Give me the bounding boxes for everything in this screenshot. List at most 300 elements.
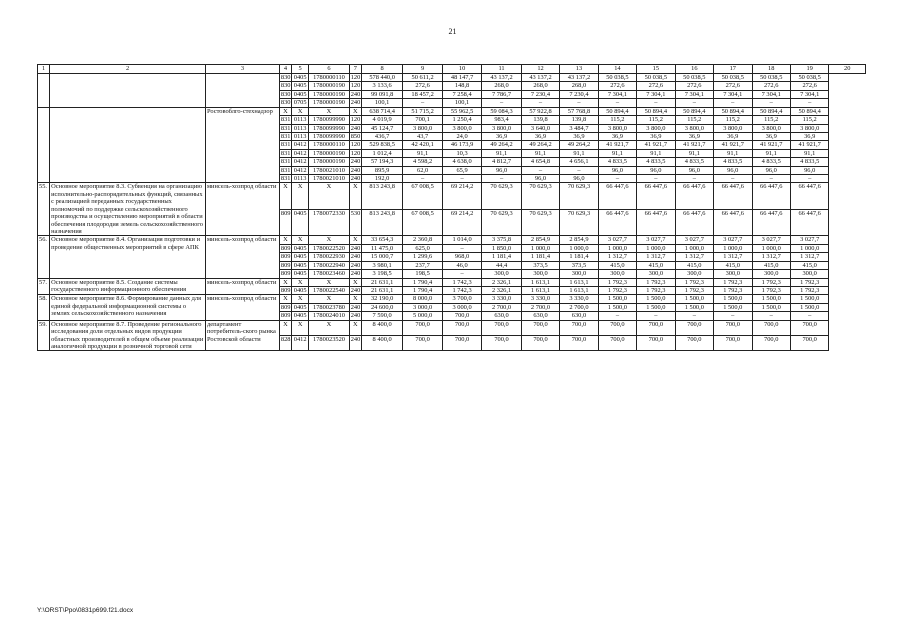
budget-code-cell: 1780000190	[309, 82, 349, 90]
amount-cell: 66 447,6	[675, 183, 713, 209]
amount-cell: 1 500,0	[752, 295, 790, 303]
amount-cell: 4 833,5	[598, 158, 636, 166]
amount-cell: 50 038,5	[714, 74, 752, 82]
amount-cell: 1 613,1	[560, 286, 598, 294]
row-number-cell: 56.	[38, 236, 50, 278]
budget-code-cell: 0405	[292, 244, 309, 252]
amount-cell: 3 640,0	[521, 124, 559, 132]
budget-code-cell: X	[309, 320, 349, 335]
budget-code-cell: X	[292, 236, 309, 244]
amount-cell: 1 613,1	[521, 278, 559, 286]
table-row	[38, 74, 866, 82]
amount-cell: 5 000,0	[403, 312, 442, 320]
amount-cell: 529 838,5	[361, 141, 403, 149]
budget-code-cell: 0405	[292, 312, 309, 320]
budget-code-cell: X	[279, 295, 291, 303]
amount-cell: 3 027,7	[675, 236, 713, 244]
amount-cell: 91,1	[714, 149, 752, 157]
amount-cell: 100,1	[361, 99, 403, 107]
amount-cell: 15 000,7	[361, 253, 403, 261]
amount-cell: 1 250,4	[442, 116, 481, 124]
activity-name-cell: Основное мероприятие 8.7. Проведение регионального исследования доли отдельных видов продукции областных производителей в общем объеме реализации аналогичной продукции в розничной торговой сети	[50, 320, 206, 351]
budget-code-cell: 828	[279, 336, 291, 351]
amount-cell: 373,5	[560, 261, 598, 269]
budget-code-cell: 1780000110	[309, 141, 349, 149]
amount-cell: 66 447,6	[598, 209, 636, 235]
column-header-cell: 20	[829, 65, 866, 74]
activity-name-cell: Основное мероприятие 8.5. Создание системы государственного информационного обеспечения	[50, 278, 206, 295]
amount-cell: 3 800,0	[482, 124, 521, 132]
amount-cell: 44,4	[482, 261, 521, 269]
amount-cell: 48 147,7	[442, 74, 481, 82]
amount-cell: 3 000,0	[403, 303, 442, 311]
column-header-cell: 11	[482, 65, 521, 74]
amount-cell: 50 894,4	[714, 107, 752, 115]
amount-cell: 36,9	[598, 132, 636, 140]
amount-cell: 50 894,4	[637, 107, 675, 115]
budget-code-cell: 831	[280, 132, 291, 140]
amount-cell: 1 500,0	[752, 303, 790, 311]
amount-cell: 4 833,5	[714, 158, 752, 166]
amount-cell: 49 264,2	[482, 141, 521, 149]
budget-code-cell: 0405	[292, 261, 309, 269]
amount-cell: 96,0	[637, 166, 675, 174]
amount-cell: 4 833,5	[637, 158, 675, 166]
column-header-cell: 2	[50, 65, 206, 74]
amount-cell: 1 500,0	[637, 295, 675, 303]
amount-cell: 1 000,0	[714, 244, 752, 252]
amount-cell: 192,0	[361, 175, 403, 183]
amount-cell: 1 500,0	[598, 303, 636, 311]
amount-cell: 3 027,7	[752, 236, 790, 244]
amount-cell: 1 000,0	[675, 244, 713, 252]
amount-cell: 1 792,3	[790, 286, 828, 294]
column-header-cell: 13	[560, 65, 598, 74]
amount-cell: 18 457,2	[403, 90, 442, 98]
amount-cell: –	[521, 99, 559, 107]
budget-code-cell: 831	[280, 149, 291, 157]
amount-cell: 3 980,1	[361, 261, 403, 269]
amount-cell: 4 833,5	[675, 158, 713, 166]
amount-cell: 625,0	[403, 244, 442, 252]
amount-cell: 700,0	[442, 336, 481, 351]
budget-code-cell: 809	[280, 244, 291, 252]
row-number-cell: 57.	[38, 278, 50, 295]
budget-code-cell: 240	[350, 175, 361, 183]
amount-cell: 1 000,0	[521, 244, 559, 252]
amount-cell: 7 230,4	[521, 90, 559, 98]
amount-cell: 415,0	[752, 261, 790, 269]
budget-code-cell: 0705	[292, 99, 309, 107]
amount-cell: 50 038,5	[790, 74, 828, 82]
amount-cell: 1 850,0	[482, 244, 521, 252]
amount-cell: 2 326,1	[482, 286, 521, 294]
amount-cell: 139,8	[560, 116, 598, 124]
amount-cell: 1 790,4	[403, 286, 442, 294]
budget-code-cell: 0405	[292, 82, 309, 90]
amount-cell: 1 792,3	[752, 278, 790, 286]
amount-cell: 300,0	[752, 270, 790, 278]
budget-code-cell: 1780021010	[309, 166, 349, 174]
column-header-cell: 1	[38, 65, 50, 74]
amount-cell: 895,9	[361, 166, 403, 174]
activity-name-cell: Основное мероприятие 8.4. Организация подготовки и проведение общественных мероприятий в сфере АПК	[50, 236, 206, 278]
budget-code-cell: 240	[350, 261, 361, 269]
budget-code-cell: X	[349, 278, 361, 286]
amount-cell: 700,0	[790, 336, 828, 351]
amount-cell: 700,0	[675, 320, 713, 335]
budget-table-container	[37, 64, 866, 351]
amount-cell: 1 792,3	[637, 286, 675, 294]
budget-code-cell: 1780099990	[309, 116, 349, 124]
amount-cell: 272,6	[598, 82, 636, 90]
amount-cell: 630,0	[521, 312, 559, 320]
budget-code-cell: X	[309, 107, 349, 115]
amount-cell: 272,6	[403, 82, 442, 90]
amount-cell: 1 792,3	[675, 286, 713, 294]
amount-cell: 300,0	[560, 270, 598, 278]
amount-cell: 700,0	[675, 336, 713, 351]
column-header-cell: 15	[637, 65, 675, 74]
amount-cell: 91,1	[403, 149, 442, 157]
column-header-cell: 9	[403, 65, 442, 74]
amount-cell: 700,0	[521, 320, 559, 335]
budget-code-cell: 0412	[292, 166, 309, 174]
budget-code-cell: X	[309, 278, 349, 286]
amount-cell: 700,0	[752, 336, 790, 351]
budget-code-cell: 831	[280, 116, 291, 124]
budget-code-cell: 830	[280, 82, 291, 90]
budget-code-cell: 0113	[292, 124, 309, 132]
amount-cell: 66 447,6	[714, 209, 752, 235]
budget-code-cell: 0113	[292, 132, 309, 140]
amount-cell: 1 500,0	[675, 303, 713, 311]
column-header-cell: 10	[442, 65, 481, 74]
amount-cell: 70 629,3	[521, 183, 559, 209]
budget-code-cell: 0405	[292, 286, 309, 294]
amount-cell: 36,9	[560, 132, 598, 140]
amount-cell: 1 000,0	[752, 244, 790, 252]
amount-cell: 1 181,4	[560, 253, 598, 261]
amount-cell: 373,5	[521, 261, 559, 269]
amount-cell: –	[752, 312, 790, 320]
amount-cell: 7 258,4	[442, 90, 481, 98]
amount-cell: 50 038,5	[637, 74, 675, 82]
budget-code-cell: 831	[280, 175, 291, 183]
executor-cell: минсель-хозпрод области	[206, 295, 280, 320]
amount-cell: 3 800,0	[637, 124, 675, 132]
amount-cell: 436,7	[361, 132, 403, 140]
amount-cell: 700,0	[752, 320, 790, 335]
amount-cell: 2 326,1	[482, 278, 521, 286]
amount-cell: 3 484,7	[560, 124, 598, 132]
column-header-cell: 18	[752, 65, 790, 74]
budget-table	[37, 64, 866, 351]
budget-code-cell: 850	[350, 132, 361, 140]
amount-cell: 700,0	[442, 320, 481, 335]
budget-code-cell: X	[309, 236, 349, 244]
column-header-cell: 12	[521, 65, 559, 74]
amount-cell: 139,8	[521, 116, 559, 124]
amount-cell: –	[752, 99, 790, 107]
column-header-cell: 14	[598, 65, 636, 74]
amount-cell: 4 812,7	[482, 158, 521, 166]
amount-cell: 57 768,8	[560, 107, 598, 115]
amount-cell: 49 264,2	[560, 141, 598, 149]
amount-cell: 700,0	[598, 320, 636, 335]
budget-code-cell: 1780000190	[309, 99, 349, 107]
amount-cell: 7 304,1	[752, 90, 790, 98]
row-number-cell	[38, 107, 50, 183]
budget-code-cell: 240	[350, 158, 361, 166]
amount-cell: –	[637, 175, 675, 183]
amount-cell: 42 420,1	[403, 141, 442, 149]
amount-cell: 99 091,8	[361, 90, 403, 98]
amount-cell: 1 014,0	[442, 236, 481, 244]
amount-cell: 1 792,3	[752, 286, 790, 294]
amount-cell: 1 312,7	[752, 253, 790, 261]
amount-cell: 1 012,4	[361, 149, 403, 157]
budget-code-cell: X	[279, 236, 291, 244]
budget-code-cell: 1780023520	[309, 336, 349, 351]
amount-cell: 96,0	[714, 166, 752, 174]
amount-cell: –	[560, 166, 598, 174]
amount-cell: –	[675, 99, 713, 107]
amount-cell: 272,6	[637, 82, 675, 90]
amount-cell: 968,0	[442, 253, 481, 261]
amount-cell: 3 027,7	[790, 236, 828, 244]
amount-cell: 4 833,5	[752, 158, 790, 166]
amount-cell: 1 613,1	[560, 278, 598, 286]
column-header-cell: 3	[206, 65, 280, 74]
amount-cell: 415,0	[637, 261, 675, 269]
amount-cell: 3 375,8	[482, 236, 521, 244]
amount-cell: 50 894,4	[598, 107, 636, 115]
amount-cell: 813 243,8	[361, 209, 403, 235]
budget-code-cell: 0113	[292, 175, 309, 183]
budget-code-cell: 1780023460	[309, 270, 349, 278]
budget-code-cell: 0412	[292, 141, 309, 149]
amount-cell: 70 629,3	[560, 183, 598, 209]
amount-cell: 50 894,4	[752, 107, 790, 115]
amount-cell: 91,1	[637, 149, 675, 157]
amount-cell: 1 500,0	[714, 303, 752, 311]
amount-cell: 1 613,1	[521, 286, 559, 294]
budget-code-cell: 0412	[292, 149, 309, 157]
footer-file-path: Y:\ORST\Ppo\0831p699.f21.docx	[37, 607, 134, 614]
amount-cell: 3 330,0	[521, 295, 559, 303]
budget-code-cell: 830	[280, 99, 291, 107]
amount-cell: 43,7	[403, 132, 442, 140]
amount-cell: 4 638,0	[442, 158, 481, 166]
amount-cell: 268,0	[560, 82, 598, 90]
budget-code-cell: X	[279, 278, 291, 286]
budget-code-cell: 120	[350, 74, 361, 81]
amount-cell: 813 243,8	[361, 183, 403, 209]
budget-code-cell: 1780022940	[309, 261, 349, 269]
budget-code-cell: 1780021010	[309, 175, 349, 183]
amount-cell: 65,9	[442, 166, 481, 174]
amount-cell: 3 800,0	[403, 124, 442, 132]
amount-cell: 66 447,6	[714, 183, 752, 209]
amount-cell: 115,2	[675, 116, 713, 124]
column-header-cell: 4	[279, 65, 291, 74]
budget-code-cell: 1780000190	[309, 158, 349, 166]
amount-cell: –	[790, 175, 828, 183]
amount-cell: 300,0	[675, 270, 713, 278]
amount-cell: 3 800,0	[752, 124, 790, 132]
amount-cell: 66 447,6	[790, 183, 828, 209]
amount-cell: 4 833,5	[790, 158, 828, 166]
amount-cell: 3 000,0	[442, 303, 481, 311]
budget-code-cell: 120	[350, 141, 361, 149]
amount-cell: 1 792,3	[598, 278, 636, 286]
amount-cell: 415,0	[675, 261, 713, 269]
amount-cell: 700,0	[714, 320, 752, 335]
amount-cell: –	[442, 175, 481, 183]
amount-cell: 32 190,0	[361, 295, 403, 303]
amount-cell: –	[482, 175, 521, 183]
amount-cell: 96,0	[598, 166, 636, 174]
budget-code-cell: X	[279, 107, 291, 115]
amount-cell: 630,0	[560, 312, 598, 320]
amount-cell: 55 962,5	[442, 107, 481, 115]
amount-cell: 7 786,7	[482, 90, 521, 98]
amount-cell: 57 922,8	[521, 107, 559, 115]
amount-cell: 91,1	[598, 149, 636, 157]
budget-code-cell: 809	[280, 270, 291, 278]
amount-cell: 36,9	[790, 132, 828, 140]
budget-code-cell: 0405	[292, 90, 309, 98]
amount-cell: 46 173,9	[442, 141, 481, 149]
executor-cell: минсель-хозпрод области	[206, 278, 280, 295]
amount-cell: 415,0	[714, 261, 752, 269]
budget-code-cell: 1780000110	[309, 74, 349, 82]
amount-cell: –	[714, 175, 752, 183]
budget-code-cell: 809	[280, 286, 291, 294]
amount-cell: 1 742,3	[442, 278, 481, 286]
amount-cell: 45 124,7	[361, 124, 403, 132]
amount-cell: 57 194,3	[361, 158, 403, 166]
amount-cell: 1 500,0	[675, 295, 713, 303]
amount-cell: 300,0	[598, 270, 636, 278]
table-row	[38, 278, 866, 286]
amount-cell: 1 000,0	[560, 244, 598, 252]
budget-code-cell: X	[309, 183, 349, 209]
amount-cell: 96,0	[482, 166, 521, 174]
amount-cell: 4 654,8	[521, 158, 559, 166]
budget-code-cell: 240	[350, 303, 361, 311]
amount-cell: 96,0	[790, 166, 828, 174]
amount-cell: 7 304,1	[598, 90, 636, 98]
amount-cell: 700,0	[521, 336, 559, 351]
amount-cell: –	[598, 99, 636, 107]
budget-code-cell: 1780023780	[309, 303, 349, 311]
amount-cell: 2 700,0	[521, 303, 559, 311]
amount-cell: 66 447,6	[598, 183, 636, 209]
budget-code-cell: 1780022520	[309, 244, 349, 252]
amount-cell: 66 447,6	[752, 209, 790, 235]
amount-cell: 7 304,1	[675, 90, 713, 98]
budget-code-cell: 1780022540	[309, 286, 349, 294]
budget-code-cell: 0405	[292, 270, 309, 278]
amount-cell: 11 475,0	[361, 244, 403, 252]
budget-code-cell: 240	[350, 286, 361, 294]
amount-cell: 21 631,1	[361, 278, 403, 286]
amount-cell: 700,0	[637, 336, 675, 351]
amount-cell: –	[403, 175, 442, 183]
amount-cell: 700,0	[482, 320, 521, 335]
budget-code-cell: 240	[350, 270, 361, 278]
budget-code-cell: 1780099990	[309, 132, 349, 140]
amount-cell: 700,0	[790, 320, 828, 335]
amount-cell: 700,0	[482, 336, 521, 351]
amount-cell: 91,1	[560, 149, 598, 157]
amount-cell: 67 008,5	[403, 209, 442, 235]
budget-code-cell: 240	[350, 244, 361, 252]
amount-cell: 3 800,0	[714, 124, 752, 132]
amount-cell: –	[403, 99, 442, 107]
amount-cell: 69 214,2	[442, 183, 481, 209]
amount-cell: –	[790, 99, 828, 107]
budget-code-cell: 1780024010	[309, 312, 349, 320]
budget-code-cell: 530	[349, 209, 361, 235]
amount-cell: 43 137,2	[521, 74, 559, 82]
amount-cell: 70 629,3	[482, 209, 521, 235]
budget-code-cell: 240	[349, 336, 361, 351]
amount-cell: 983,4	[482, 116, 521, 124]
amount-cell: 4 019,9	[361, 116, 403, 124]
amount-cell: 36,9	[521, 132, 559, 140]
amount-cell: 96,0	[752, 166, 790, 174]
table-row	[38, 183, 866, 209]
budget-code-cell: 240	[350, 312, 361, 320]
amount-cell: 115,2	[637, 116, 675, 124]
amount-cell: –	[714, 312, 752, 320]
budget-code-cell: 1780022930	[309, 253, 349, 261]
budget-code-cell: 0412	[292, 336, 309, 351]
amount-cell: 36,9	[752, 132, 790, 140]
amount-cell: 50 038,5	[675, 74, 713, 82]
amount-cell: 1 312,7	[598, 253, 636, 261]
amount-cell: 700,0	[442, 312, 481, 320]
executor-cell	[206, 74, 280, 108]
budget-code-cell: X	[292, 320, 309, 335]
amount-cell: –	[598, 312, 636, 320]
budget-code-cell: 831	[280, 124, 291, 132]
amount-cell: 2 360,8	[403, 236, 442, 244]
executor-cell: минсель-хозпрод области	[206, 183, 280, 236]
amount-cell: 1 000,0	[598, 244, 636, 252]
amount-cell: 1 792,3	[790, 278, 828, 286]
column-header-cell: 8	[361, 65, 403, 74]
row-number-cell: 59.	[38, 320, 50, 351]
budget-code-cell: 120	[350, 116, 361, 124]
amount-cell: 3 198,5	[361, 270, 403, 278]
table-row	[38, 295, 866, 303]
amount-cell: 36,9	[675, 132, 713, 140]
amount-cell: –	[560, 99, 598, 107]
amount-cell: 1 792,3	[675, 278, 713, 286]
executor-cell: минсель-хозпрод области	[206, 236, 280, 278]
amount-cell: 1 000,0	[637, 244, 675, 252]
amount-cell: 700,0	[714, 336, 752, 351]
amount-cell: 3 330,0	[560, 295, 598, 303]
amount-cell: –	[675, 312, 713, 320]
amount-cell: 115,2	[752, 116, 790, 124]
amount-cell: 1 000,0	[790, 244, 828, 252]
amount-cell: 41 921,7	[790, 141, 828, 149]
